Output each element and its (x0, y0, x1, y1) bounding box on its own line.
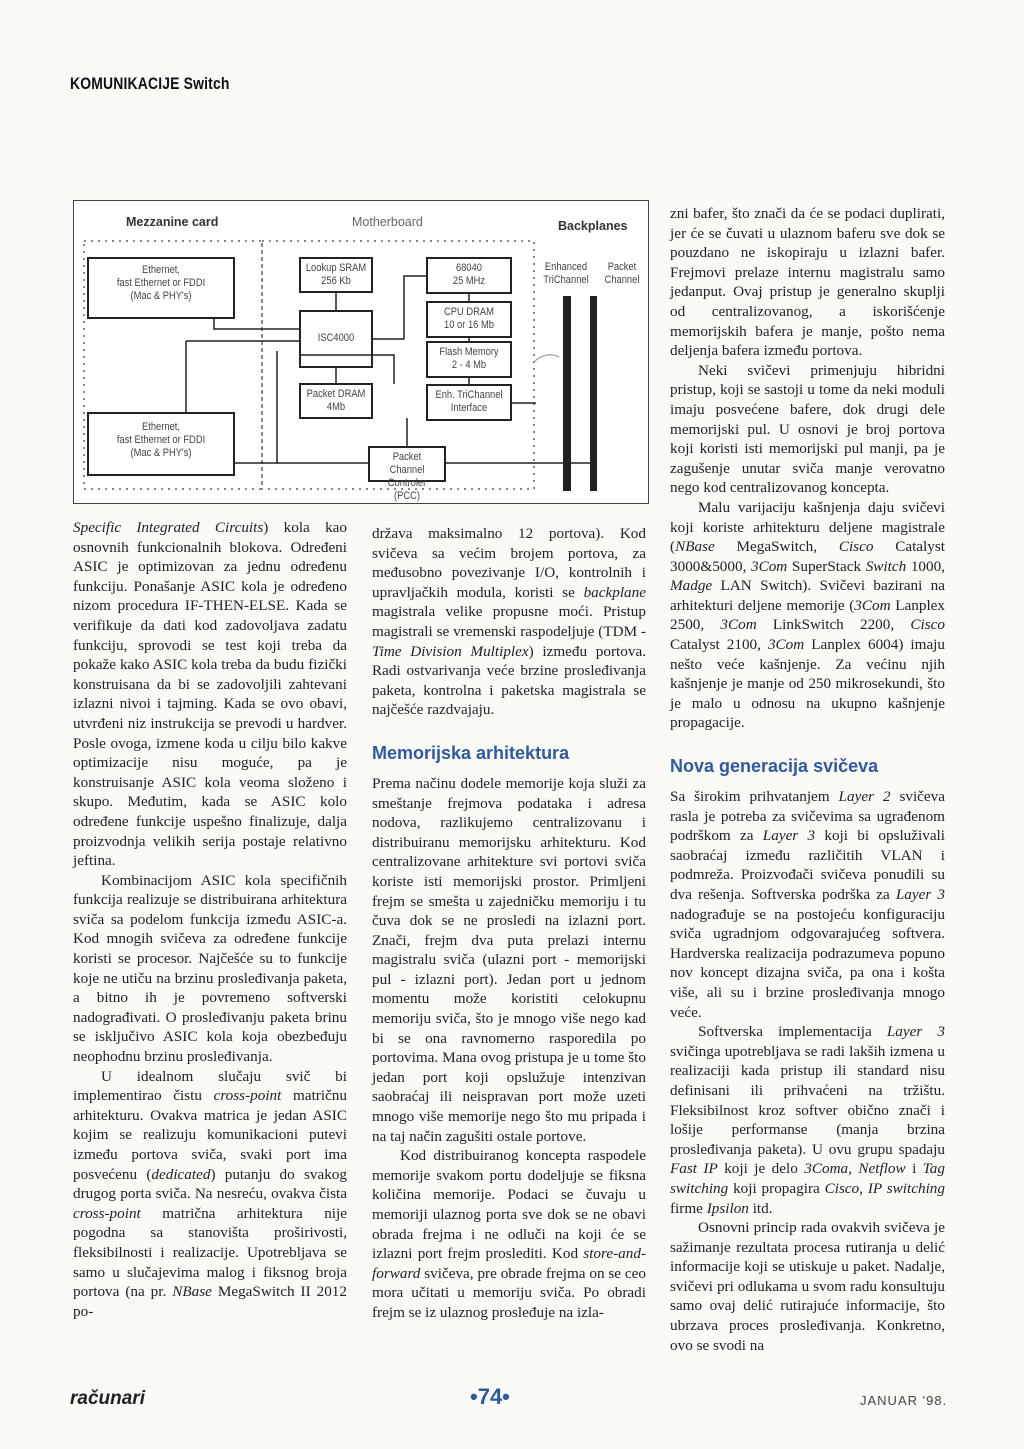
column-3-body (670, 787, 945, 1355)
magazine-name: računari (70, 1388, 145, 1409)
switch-architecture-diagram (73, 200, 649, 504)
paragraph: Specific Integrated Circuits) kola kao osnovnih funkcionalnih blokova. Određeni ASIC je optimizovan za jednu određenu funkciju. Ponašanje ASIC kola je određeno nizom procedura IF-THEN-ELSE. Kada se verifikuje da dati kod zadovoljava zadatu funkciju, sprovodi se test koji treba da pokaže kako ASIC kola treba da budu fizički konstruisana da bi se zadovoljili zahtevani izlazni nivoi i tajming. Kada se ovo obavi, utvrđeni niz instrukcija se prevodi u hardver. Posle ovoga, izmene koda u cilju bilo kakve optimizacije nisu moguće, pa je konstruisanje ASIC kola veoma složeno i skupo. Međutim, kada se ASIC kolo određene funkcije uspešno finalizuje, dalja proizvodnja velikih serija postaje relativno jeftina. (73, 519, 348, 870)
flash-memory-box: Flash Memory 2 - 4 Mb (439, 346, 499, 371)
pcc-box: Packet Channel Controler (PCC) (387, 451, 427, 502)
column-2-intro (372, 524, 646, 720)
enhanced-trichannel-label: Enhanced TriChannel (543, 261, 589, 286)
packet-dram-box: Packet DRAM 4Mb (306, 388, 366, 413)
ethernet-module-bottom: Ethernet, fast Ethernet or FDDI (Mac & PHY's) (116, 421, 206, 459)
paragraph: zni bafer, što znači da će se podaci duplirati, jer će se čuvati u ulaznom baferu sve dok se pouzdano ne iskopiraju u izlazni bafer. Frejmovi prelaze internu magistralu samo jedanput. Ovaj pristup je generalno skuplji od centralizovanog, a iskorišćenje memorijskih bafera je manje, pošto nema deljenja bafera između portova. (670, 205, 945, 360)
text-column-2 (372, 524, 646, 1323)
enh-trichannel-box: Enh. TriChannel Interface (435, 389, 503, 414)
column-3-intro (670, 204, 945, 733)
heading-new-generation: Nova generacija svičeva (670, 756, 879, 777)
motherboard-heading: Motherboard (352, 215, 423, 229)
packet-channel-label: Packet Channel (604, 261, 640, 286)
isc4000-box: ISC4000 (317, 332, 355, 344)
paragraph: Kombinacijom ASIC kola specifičnih funkcija realizuje se distribuirana arhitektura sviča sa podelom funkcija između ASIC-a. Kod mnogih svičeva za određene funkcije koristi se procesor. Najčešće su to funkcije koje ne utiču na brzinu prosleđivanja paketa, a bitno ih je povremeno softverski nadograđivati. O prosleđivanju paketa brinu se isključivo ASIC kola koja obezbeđuju neophodnu brzinu prosleđivanja. (73, 871, 347, 1066)
issue-date: JANUAR '98. (860, 1393, 948, 1408)
text-column-3 (670, 204, 945, 1355)
paragraph: Neki svičevi primenjuju hibridni pristup, koji se sastoji u tome da neki moduli imaju posvećene bafere, dok drugi dele memorijski pul. U osnovi je broj portova koji koristi isti memorijski pul manji, pa je zagušenje unutar sviča manje verovatno nego kod centralizovanog koncepta. (670, 361, 945, 497)
page-number: •74• (470, 1384, 510, 1409)
paragraph: Softverska implementacija Layer 3 svičinga upotrebljava se radi lakših izmena u realizaciji kada pristup ili standard nisu definisani ili prihvaćeni na tržištu. Fleksibilnost kroz softver obično znači i lošije performanse (manja brzina prosleđivanja paketa). U ovu grupu spadaju Fast IP koji je delo 3Coma, Netflow i Tag switching koji propagira Cisco, IP switching firme Ipsilon itd. (670, 1023, 946, 1217)
section-subtitle: Switch (183, 74, 230, 93)
ethernet-module-top: Ethernet, fast Ethernet or FDDI (Mac & PHY's) (116, 264, 206, 302)
paragraph: Osnovni princip rada ovakvih svičeva je sažimanje rezultata procesa rutiranja u delić informacije koji se utiskuje u paket. Nadalje, svičevi pri odlukama u svom radu konsultuju samo ovaj delić rutirajuće informacije, što ubrzava proces prosleđivanja. Konkretno, ovo se svodi na (670, 1219, 945, 1354)
column-2-body (372, 774, 646, 1323)
backplanes-heading: Backplanes (558, 219, 628, 233)
paragraph: U idealnom slučaju svič bi implementirao čistu cross-point matričnu arhitekturu. Ovakva matrica je jedan ASIC kojim se realizuju komunikacioni putevi između portova sviča, svaki port ima posvećenu (dedicated) putanju do svakog drugog porta sviča. Na nesreću, ovakva čista cross-point matrična arhitektura nije pogodna sa stanovišta proširivosti, fleksibilnosti i realizacije. Upotrebljava se samo u slučajevima malog i fiksnog broja portova (na pr. NBase MegaSwitch II 2012 po- (73, 1067, 347, 1320)
lookup-sram-box: Lookup SRAM 256 Kb (305, 262, 367, 287)
mezzanine-heading: Mezzanine card (126, 215, 219, 229)
paragraph: Malu varijaciju kašnjenja daju svičevi koji koriste arhitekturu deljene magistrale (NBase MegaSwitch, Cisco Catalyst 3000&5000, 3Com SuperStack Switch 1000, Madge LAN Switch). Svičevi bazirani na arhitekturi deljene memorije (3Com Lanplex 2500, 3Com LinkSwitch 2200, Cisco Catalyst 2100, 3Com Lanplex 6004) imaju nešto veće kašnjenje. Za većinu njih kašnjenje je manje od 250 mikrosekundi, što je malo u odnosu na ukupno kašnjenje propagacije. (670, 498, 945, 732)
heading-memory-architecture: Memorijska arhitektura (372, 742, 570, 763)
section-header (70, 74, 230, 94)
cpu-dram-box: CPU DRAM 10 or 16 Mb (444, 306, 494, 331)
paragraph: Prema načinu dodele memorije koja služi za smeštanje frejmova podataka i adresa nodova, razlikujemo centralizovanu i distribuiranu memorijsku arhitekturu. Kod centralizovane arhitekture svi portovi sviča koriste isti memorijski prostor. Primljeni frejm se smešta u zajedničku memoriju i tu čuva dok se ne prosledi na izlazni port. Znači, frejm dva puta prelazi internu magistralu sviča (ulazni port - memorijski pul - izlazni port). Jedan port u jednom momentu može koristiti celokupnu memoriju sviča, što je mnogo više nego kad bi se ona ravnomerno rasporedila po portovima. Mana ovog pristupa je u tome što jedan port koji opslužuje intenzivan saobraćaj ili neispravan port može uzeti mnogo više memorije nego što mu pripada i na taj način zagušiti ostale portove. (372, 774, 646, 1145)
text-column-1 (73, 518, 347, 1321)
cpu-68040-box: 68040 25 MHz (452, 262, 486, 287)
paragraph: država maksimalno 12 portova). Kod svičeva sa većim brojem portova, za međusobno povezivanje I/O, kontrolnih i upravljačkih modula, koristi se backplane magistrala velike propusne moći. Pristup magistrali se vremenski raspodeljuje (TDM - Time Division Multiplex) između portova. Radi ostvarivanja veće brzine prosleđivanja paketa, kontrolna i paketska magistrala se najčešće razdvajaju. (372, 525, 646, 719)
paragraph: Sa širokim prihvatanjem Layer 2 svičeva rasla je potreba za svičevima sa ugrađenom podrškom za Layer 3 koji bi opsluživali saobraćaj između različitih VLAN i podmreža. Proizvođači svičeva ponudili su dva rešenja. Softverska podrška za Layer 3 nadograđuje se na postojeću konfiguraciju sviča ugradnjom odgovarajućeg softvera. Hardverska realizacija podrazumeva popuno nov koncept dizajna sviča, pa ona i košta više, ali su i brzine prosleđivanja mnogo veće. (670, 788, 946, 1021)
section-title: KOMUNIKACIJE (70, 74, 180, 93)
paragraph: Kod distribuiranog koncepta raspodele memorije svakom portu dodeljuje se fiksna količina memorije. Podaci se čuvaju u memoriji ulaznog porta sve dok se ne obavi obrada frejma i ne odluči na koji će se izlazni port frejm proslediti. Kod store-and-forward svičeva, pre obrade frejma on se ceo mora učitati u memoriju sviča. Po obradi frejm se iz ulaznog prosleđuje na izla- (372, 1147, 646, 1321)
